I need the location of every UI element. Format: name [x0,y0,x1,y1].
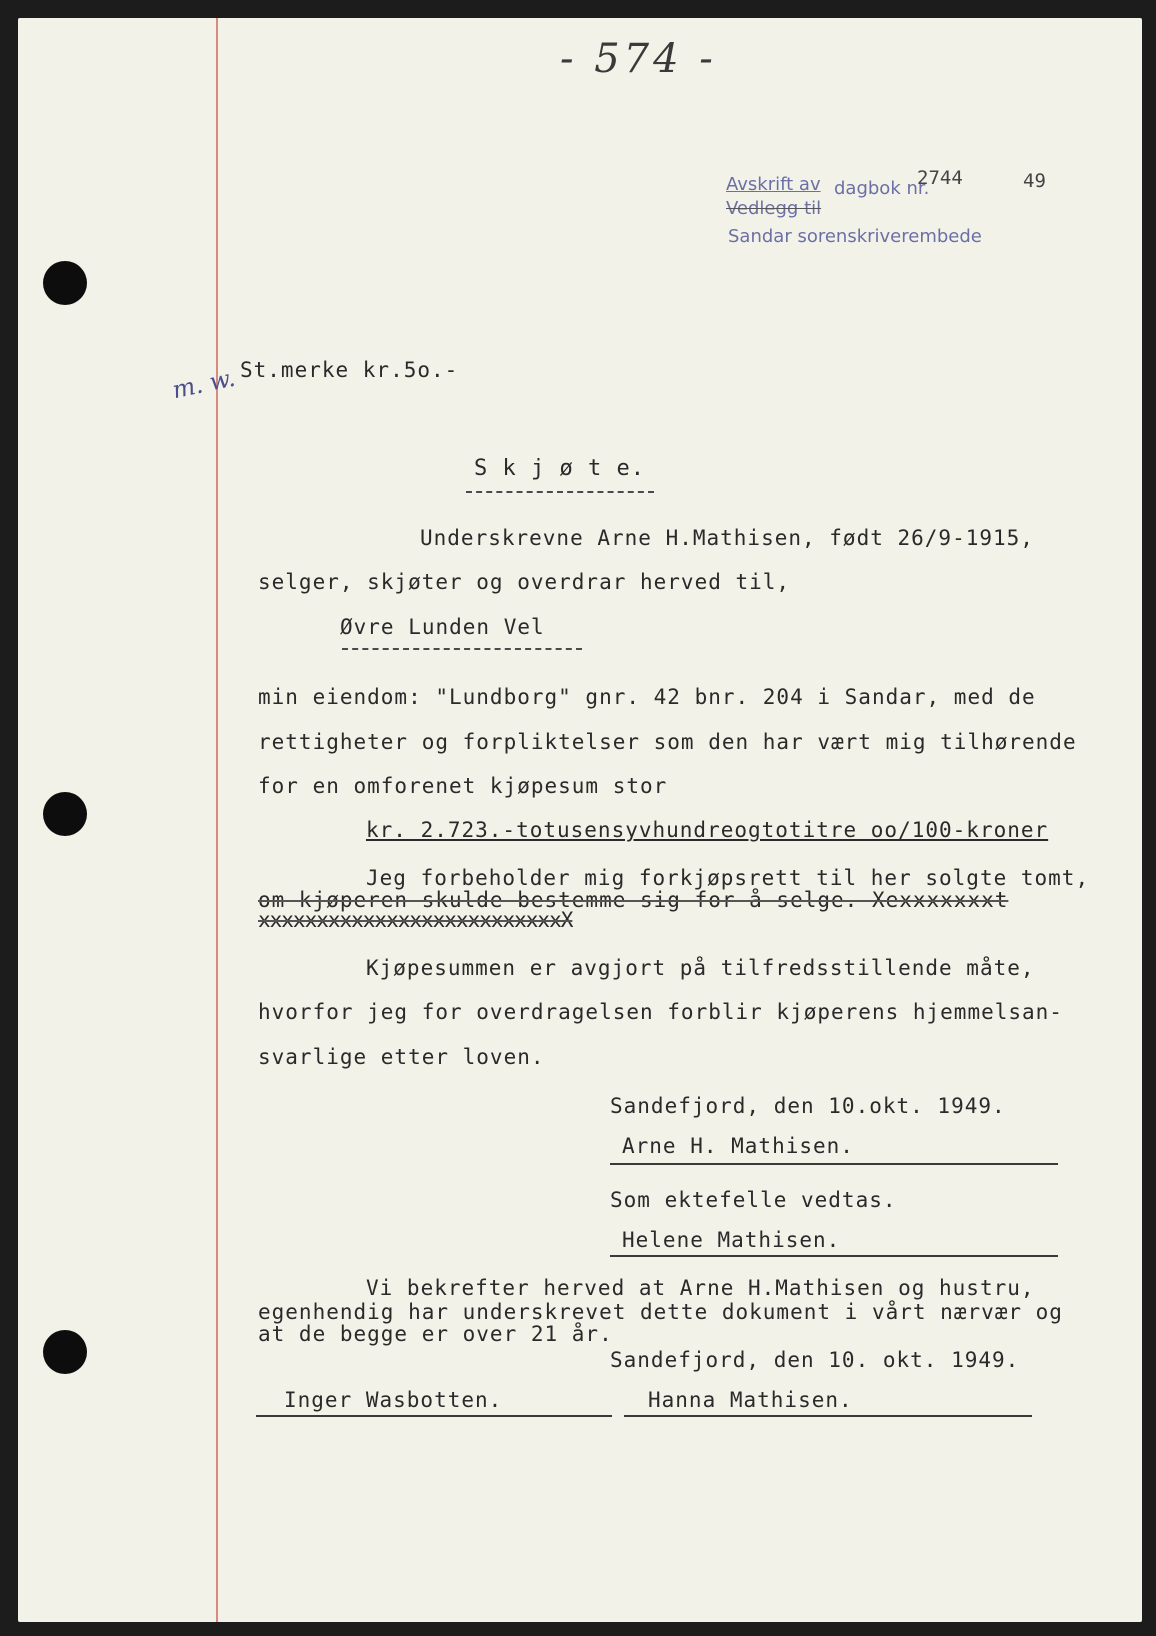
witness-line-3: at de begge er over 21 år. [258,1322,613,1346]
signature-seller: Arne H. Mathisen. [622,1134,854,1158]
paragraph-3-line-3: xxxxxxxxxxxxxxxxxxxxxxxxxxX [258,908,573,932]
signature-line-witness-2 [624,1415,1032,1417]
paragraph-4-line-3: svarlige etter loven. [258,1045,545,1069]
signature-witness-1: Inger Wasbotten. [284,1388,503,1412]
buyer-underline [342,648,582,650]
paragraph-4-line-1: Kjøpesummen er avgjort på tilfredsstillende måte, [366,956,1035,980]
stamp-duty-text: St.merke kr.5o.- [240,358,459,382]
signature-line-witness-1 [256,1415,612,1417]
stamp-line3: Sandar sorenskriverembede [728,226,982,247]
punch-hole-top [43,261,87,305]
stamp-line2: Vedlegg til [726,198,822,219]
witness-line-2: egenhendig har underskrevet dette dokument i vårt nærvær og [258,1300,1063,1324]
punch-hole-middle [43,792,87,836]
signature-spouse: Helene Mathisen. [622,1228,841,1252]
paragraph-3-line-2: om kjøperen skulde bestemme sig for å selge. Xexxxxxxxt [258,888,1009,912]
page-number: - 574 - [560,36,717,82]
signature-witness-2: Hanna Mathisen. [648,1388,853,1412]
margin-line [216,18,218,1622]
spouse-consent: Som ektefelle vedtas. [610,1188,897,1212]
margin-initials: m. w. [169,363,238,405]
paragraph-1-line-2: selger, skjøter og overdrar herved til, [258,570,791,594]
title-underline [466,491,654,493]
place-date-1: Sandefjord, den 10.okt. 1949. [610,1094,1006,1118]
stamp-number: 2744 [917,167,963,189]
stamp-line1: Avskrift av [726,174,821,195]
stamp-year: 49 [1023,170,1046,192]
paragraph-2-line-2: rettigheter og forpliktelser som den har vært mig tilhørende [258,730,1077,754]
signature-line-spouse [610,1255,1058,1257]
witness-line-1: Vi bekrefter herved at Arne H.Mathisen og hustru, [366,1276,1035,1300]
paragraph-2-line-3: for en omforenet kjøpesum stor [258,774,668,798]
place-date-2: Sandefjord, den 10. okt. 1949. [610,1348,1020,1372]
paragraph-4-line-2: hvorfor jeg for overdragelsen forblir kjøperens hjemmelsan- [258,1000,1063,1024]
punch-hole-bottom [43,1330,87,1374]
paragraph-2-line-1: min eiendom: "Lundborg" gnr. 42 bnr. 204 i Sandar, med de [258,685,1036,709]
buyer-name: Øvre Lunden Vel [340,615,545,639]
stamp-line1b: dagbok nr. [834,178,930,199]
paragraph-1-line-1: Underskrevne Arne H.Mathisen, født 26/9-1915, [420,526,1034,550]
signature-line-seller [610,1163,1058,1165]
purchase-amount: kr. 2.723.-totusensyvhundreogtotitre oo/100-kroner [366,818,1049,842]
document-title: S k j ø t e. [474,456,645,481]
paragraph-3-line-1: Jeg forbeholder mig forkjøpsrett til her solgte tomt, [366,866,1090,890]
